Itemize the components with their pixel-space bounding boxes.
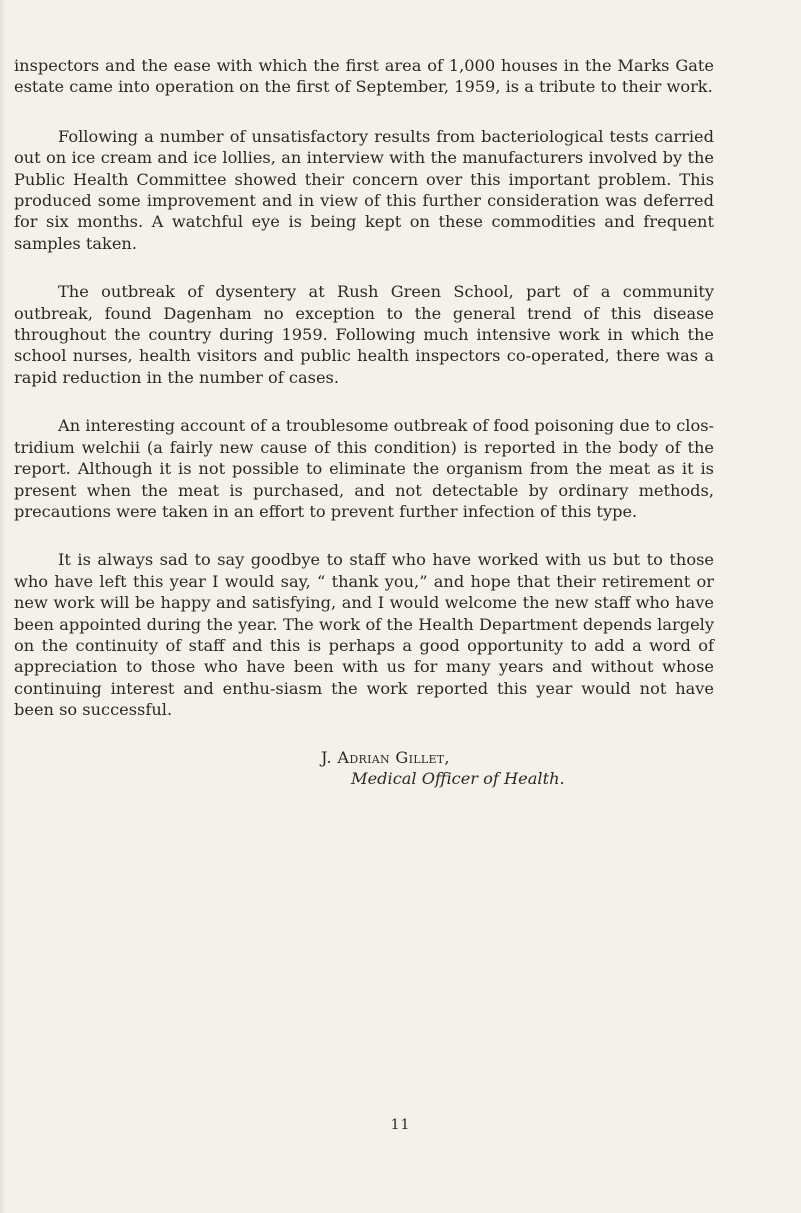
paragraph-staff: It is always sad to say goodbye to staff who have worked with us but to those who have left this year I would say, “ thank you,” and hope that their retirement or new work will be happy and satisfying, and I would welcome the new staff who have been appointed during the year. The work of the Health Department depends largely on the continuity of staff and this is perhaps a good opportunity to add a word of appreciation to those who have been with us for many years and without whose continuing interest and enthu-siasm the work reported this year would not have been so successful. [14,550,714,720]
paragraph-ice-cream: Following a number of unsatisfactory results from bacteriological tests carried out on ice cream and ice lollies, an interview with the manufacturers involved by the Public Health Committee showed their concern over this important problem. This produced some improvement and in view of this further consideration was deferred for six months. A watchful eye is being kept on these commodities and frequent samples taken. [14,126,714,253]
signature-block [14,747,714,790]
page-edge-shadow [0,0,6,1213]
signatory-name: J. Adrian Gillet, [321,747,450,767]
paragraph-continuation: inspectors and the ease with which the first area of 1,000 houses in the Marks Gate estate came into operation on the first of September, 1959, is a tribute to their work. [14,56,714,97]
paragraph-food-poisoning: An interesting account of a troublesome outbreak of food poisoning due to clos-tridium welchii (a fairly new cause of this condition) is reported in the body of the report. Although it is not possible to eliminate the organism from the meat as it is present when the meat is purchased, and not detectable by ordinary methods, precautions were taken in an effort to prevent further infection of this type. [14,416,714,521]
page-number: 11 [390,1117,411,1133]
paragraph-dysentery: The outbreak of dysentery at Rush Green School, part of a community outbreak, found Dagenham no exception to the general trend of this disease throughout the country during 1959. Following much intensive work in which the school nurses, health visitors and public health inspectors co-operated, there was a rapid reduction in the number of cases. [14,282,714,387]
document-page [14,55,714,789]
signatory-title: Medical Officer of Health. [351,768,565,788]
